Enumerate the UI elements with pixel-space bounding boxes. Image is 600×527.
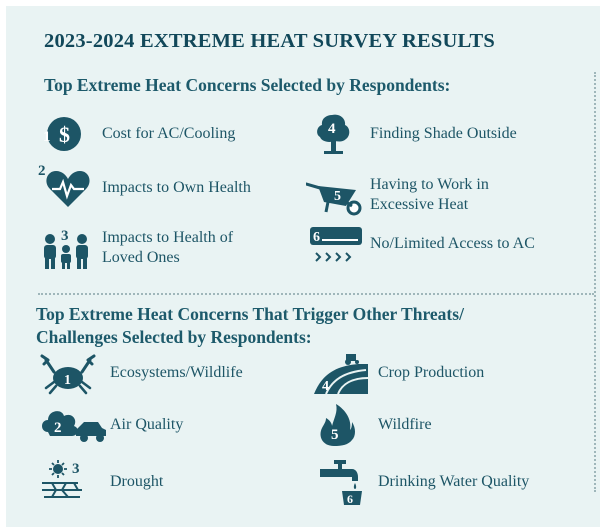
page-title: 2023-2024 EXTREME HEAT SURVEY RESULTS <box>44 30 495 52</box>
concern-label: Finding Shade Outside <box>370 125 517 142</box>
concern-item-work-heat <box>306 172 489 218</box>
section2-heading-line2: Challenges Selected by Respondents: <box>36 327 312 347</box>
rank-number: 1 <box>43 129 51 145</box>
concern-item-ac-access <box>306 221 535 267</box>
flame-icon <box>312 402 378 448</box>
svg-text:4: 4 <box>328 121 336 137</box>
threat-item-wildfire <box>312 402 432 448</box>
svg-text:5: 5 <box>331 427 339 443</box>
concern-label: Impacts to Health of Loved Ones <box>102 229 234 266</box>
tractor-field-icon <box>312 350 378 396</box>
faucet-icon <box>312 459 378 505</box>
section2-heading-line1: Top Extreme Heat Concerns That Trigger Other Threats/ <box>36 304 464 324</box>
wheelbarrow-icon <box>306 172 370 218</box>
concern-item-cost <box>38 111 235 157</box>
concern-item-shade <box>306 111 517 157</box>
svg-text:2: 2 <box>54 420 62 436</box>
threat-item-ecosystems <box>38 350 243 396</box>
heart-heartbeat-icon <box>38 165 102 211</box>
sun-cracked-ground-icon <box>38 459 110 505</box>
dollar-coin-icon <box>38 111 102 157</box>
svg-text:5: 5 <box>334 189 341 204</box>
svg-text:3: 3 <box>72 461 80 477</box>
concern-label: Having to Work in Excessive Heat <box>370 176 489 213</box>
threat-label: Drinking Water Quality <box>378 473 530 490</box>
threat-item-air-quality <box>38 402 183 448</box>
section1-heading: Top Extreme Heat Concerns Selected by Respondents: <box>44 75 451 95</box>
concern-item-own-health <box>38 165 251 211</box>
crab-icon <box>38 350 110 396</box>
concern-label: No/Limited Access to AC <box>370 235 535 252</box>
air-conditioner-icon <box>306 221 370 267</box>
svg-text:3: 3 <box>61 228 69 244</box>
threat-label: Drought <box>110 473 164 490</box>
dotted-border <box>594 72 596 492</box>
section2-heading <box>36 303 464 349</box>
section-divider <box>38 293 594 295</box>
svg-text:6: 6 <box>313 230 320 245</box>
svg-text:4: 4 <box>322 379 329 394</box>
threat-label: Crop Production <box>378 364 485 381</box>
svg-text:$: $ <box>59 122 70 147</box>
threat-item-crops <box>312 350 484 396</box>
svg-text:6: 6 <box>347 492 353 505</box>
concern-item-loved-ones <box>38 225 233 271</box>
svg-text:1: 1 <box>64 373 71 388</box>
threat-item-water <box>312 459 529 505</box>
threat-label: Air Quality <box>110 416 184 433</box>
threat-label: Wildfire <box>378 416 432 433</box>
svg-text:2: 2 <box>38 165 46 179</box>
family-icon <box>38 225 102 271</box>
smog-car-icon <box>38 402 110 448</box>
concern-label: Cost for AC/Cooling <box>102 125 236 142</box>
threat-item-drought <box>38 459 163 505</box>
threat-label: Ecosystems/Wildlife <box>110 364 243 381</box>
concern-label: Impacts to Own Health <box>102 179 251 196</box>
tree-icon <box>306 111 370 157</box>
